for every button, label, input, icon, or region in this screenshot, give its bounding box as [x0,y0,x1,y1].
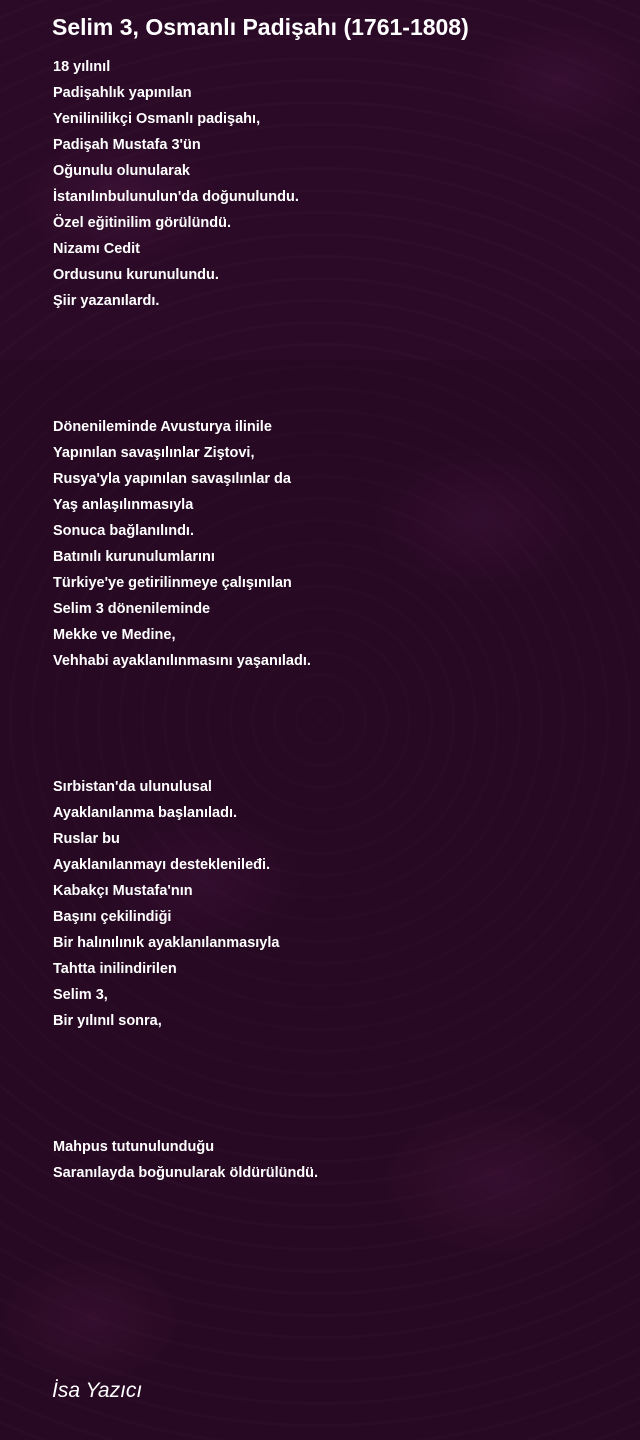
poem-line: Selim 3 dönenileminde [53,601,211,617]
poem-line: Sonuca bağlanılındı. [53,523,194,539]
poem-line: Batınılı kurunulumlarını [53,549,215,565]
poem-line: Padişah Mustafa 3'ün [53,137,201,153]
poem-line: Bir halınılınık ayaklanılanmasıyla [53,935,280,951]
poem-line: Kabakçı Mustafa'nın [53,883,193,899]
poem-line: 18 yılınıl [53,59,111,75]
poem-author: İsa Yazıcı [52,1379,143,1402]
poem-line: Padişahlık yapınılan [53,85,192,101]
poem-line: Saranılayda boğunularak öldürülündü. [53,1165,319,1181]
poem-line: Vehhabi ayaklanılınmasını yaşanıladı. [53,653,311,669]
poem-title: Selim 3, Osmanlı Padişahı (1761-1808) [52,14,469,40]
poem-line: Selim 3, [53,987,108,1003]
poem-line: Oğunulu olunularak [53,163,190,179]
poem-stanza [53,54,299,314]
poem-line: Şiir yazanılardı. [53,293,160,309]
poem-line: Yenilinilikçi Osmanlı padişahı, [53,111,261,127]
poem-line: Dönenileminde Avusturya ilinile [53,419,272,435]
poem-line: Mahpus tutunulunduğu [53,1139,215,1155]
poem-line: Yaş anlaşılınmasıyla [53,497,194,513]
poem-line: Ayaklanılanmayı desteklenileđi. [53,857,271,873]
poem-line: Başını çekilindiği [53,909,172,925]
poem-line: Türkiye'ye getirilinmeye çalışınılan [53,575,292,591]
poem-stanza [53,414,311,674]
poem-line: İstanılınbulunulun'da doğunulundu. [53,189,299,205]
poem-line: Bir yılınıl sonra, [53,1013,162,1029]
poem-line: Özel eğitinilim görülündü. [53,215,232,231]
poem-stanza [53,1134,318,1186]
poem-line: Ayaklanılanma başlanıladı. [53,805,238,821]
poem-line: Tahtta inilindirilen [53,961,177,977]
poem-line: Ordusunu kurunulundu. [53,267,219,283]
poem-line: Rusya'yla yapınılan savaşılınlar da [53,471,291,487]
poem-line: Ruslar bu [53,831,120,847]
poem-stanza [53,774,279,1034]
poem-line: Mekke ve Medine, [53,627,176,643]
poem-line: Yapınılan savaşılınlar Ziştovi, [53,445,255,461]
poem-line: Sırbistan'da ulunulusal [53,779,212,795]
poem-line: Nizamı Cedit [53,241,141,257]
